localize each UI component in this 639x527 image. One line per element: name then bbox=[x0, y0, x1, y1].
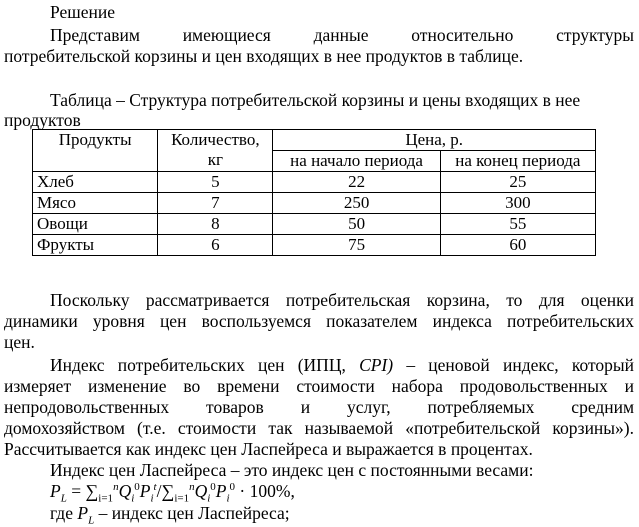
intro-line-1: Представим имеющиеся данные относительно структуры bbox=[50, 25, 634, 45]
header-product: Продукты bbox=[33, 130, 158, 172]
para2-line-4: домохозяйством (т.е. стоимости так называемой «потребительской корзины»). bbox=[4, 418, 635, 438]
price-table bbox=[32, 129, 596, 256]
para2-line-2: измеряет изменение во времени стоимости набора продовольственных и bbox=[4, 376, 635, 396]
cell-price-end: 60 bbox=[440, 235, 595, 256]
table-row bbox=[33, 193, 596, 214]
cell-price-start: 75 bbox=[273, 235, 440, 256]
cell-price-start: 250 bbox=[273, 193, 440, 214]
table-row bbox=[33, 172, 596, 193]
header-price-end: на конец периода bbox=[440, 151, 595, 172]
table-caption-line-2: продуктов bbox=[4, 110, 81, 130]
cell-quantity: 6 bbox=[158, 235, 273, 256]
para1-line-3: цен. bbox=[4, 332, 35, 352]
cell-product: Хлеб bbox=[33, 172, 158, 193]
table-header-row bbox=[33, 130, 596, 151]
solution-heading: Решение bbox=[50, 2, 116, 22]
cell-product: Фрукты bbox=[33, 235, 158, 256]
cell-price-end: 300 bbox=[440, 193, 595, 214]
para2-line-5: Рассчитывается как индекс цен Ласпейреса и выражается в процентах. bbox=[4, 439, 533, 459]
cell-quantity: 7 bbox=[158, 193, 273, 214]
cell-price-end: 55 bbox=[440, 214, 595, 235]
table-row bbox=[33, 214, 596, 235]
cell-price-end: 25 bbox=[440, 172, 595, 193]
header-price: Цена, р. bbox=[273, 130, 596, 151]
laspeyres-formula: $P_L = \sum_{i=1}^nQ_i^0P_i^t/\sum_{i=1}^nQ_i^0P_i^0 \cdot 100\%$, bbox=[50, 481, 295, 505]
header-price-start: на начало периода bbox=[273, 151, 440, 172]
cell-product: Мясо bbox=[33, 193, 158, 214]
cell-price-start: 22 bbox=[273, 172, 440, 193]
intro-line-2: потребительской корзины и цен входящих в нее продуктов в таблице. bbox=[4, 46, 524, 66]
where-line: где $P_L$ – индекс цен Ласпейреса; bbox=[50, 503, 290, 527]
cell-quantity: 8 bbox=[158, 214, 273, 235]
table-row bbox=[33, 235, 596, 256]
para1-line-2: динамики уровня цен воспользуемся показателем индекса потребительских bbox=[4, 311, 635, 331]
cell-quantity: 5 bbox=[158, 172, 273, 193]
header-quantity: Количество, кг bbox=[158, 130, 273, 172]
para1-line-1: Поскольку рассматривается потребительская корзина, то для оценки bbox=[50, 290, 635, 310]
cell-price-start: 50 bbox=[273, 214, 440, 235]
table-caption-line-1: Таблица – Структура потребительской корзины и цены входящих в нее bbox=[50, 90, 581, 110]
para3-line: Индекс цен Ласпейреса – это индекс цен с постоянными весами: bbox=[50, 460, 534, 480]
para2-line-1: Индекс потребительских цен (ИПЦ, CPI) – ценовой индекс, который bbox=[50, 355, 635, 375]
cell-product: Овощи bbox=[33, 214, 158, 235]
para2-line-3: непродовольственных товаров и услуг, потребляемых средним bbox=[4, 397, 635, 417]
